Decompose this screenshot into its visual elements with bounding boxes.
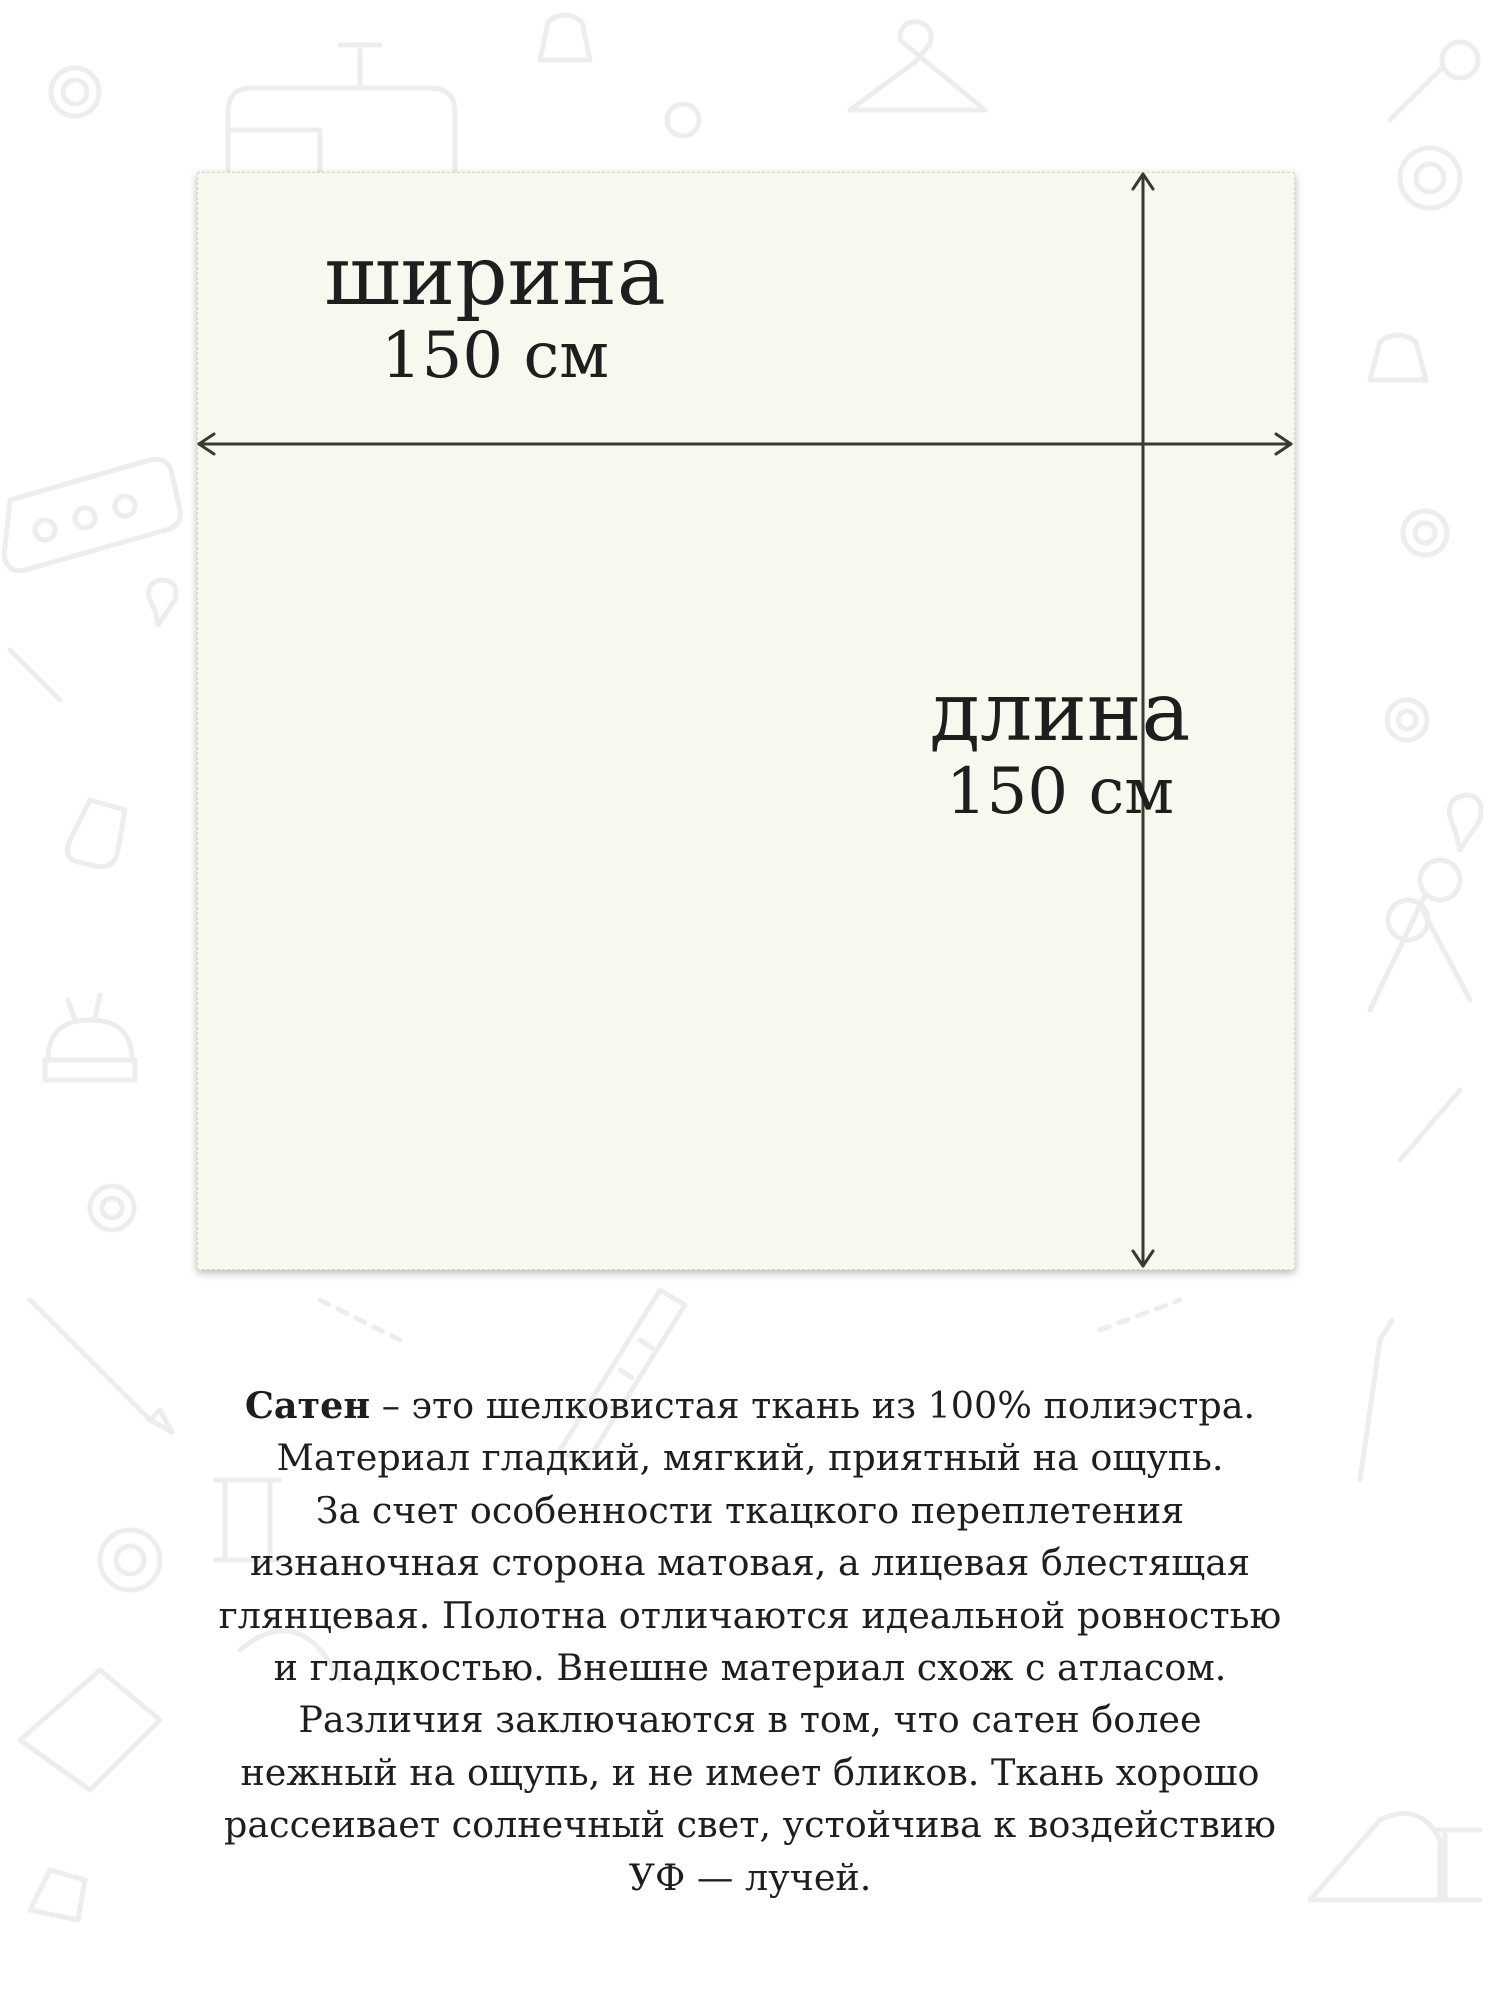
description-line: нежный на ощупь, и не имеет бликов. Ткань хорошо [240,1750,1260,1794]
length-word: длина [929,665,1191,760]
description-line: Материал гладкий, мягкий, приятный на ощупь. [276,1436,1224,1480]
width-arrow [199,434,1291,454]
description-line: УФ — лучей. [628,1855,872,1899]
description-first-line: – это шелковистая ткань из 100% полиэстра. [370,1384,1256,1427]
length-value: 150 см [945,755,1175,829]
width-value: 150 см [380,319,610,393]
fabric-description [190,1380,1310,1904]
description-line [190,1380,1310,1432]
description-line: Различия заключаются в том, что сатен более [298,1698,1202,1742]
description-line: изнаночная сторона матовая, а лицевая блестящая [249,1541,1250,1585]
description-line: и гладкостью. Внешне материал схож с атласом. [273,1646,1227,1690]
fabric-term: Сатен [244,1384,371,1427]
description-line: За счет особенности ткацкого переплетения [315,1488,1185,1532]
width-word: ширина [324,229,666,324]
description-line: рассеивает солнечный свет, устойчива к воздействию [224,1803,1276,1847]
length-label [840,665,1280,829]
description-line: глянцевая. Полотна отличаются идеальной ровностью [218,1593,1282,1637]
width-label [310,229,680,393]
